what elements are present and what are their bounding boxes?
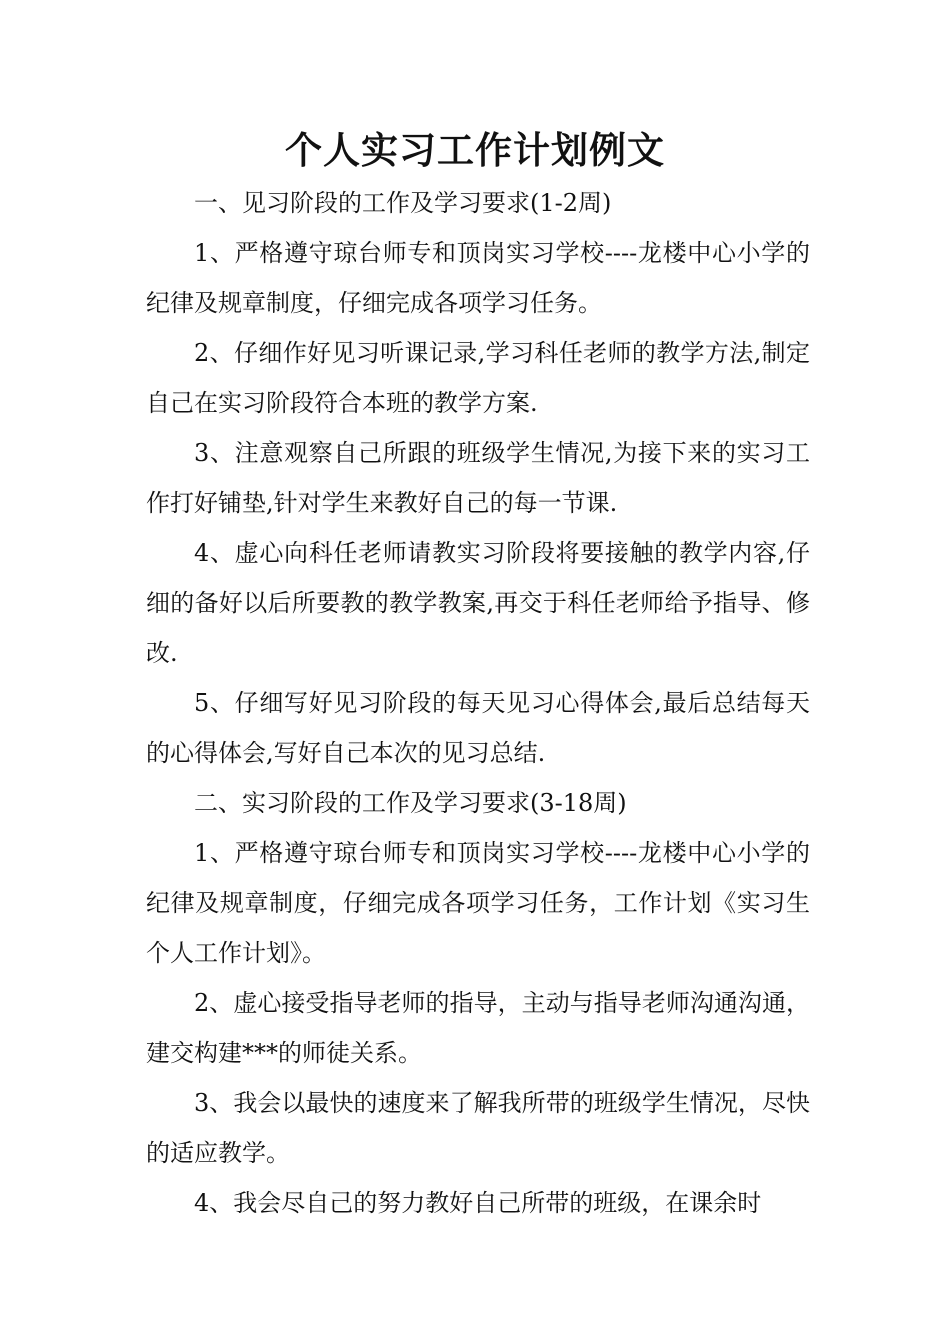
paragraph-1-5: 5、仔细写好见习阶段的每天见习心得体会,最后总结每天的心得体会,写好自己本次的见习总结. [146, 689, 810, 767]
paragraph-section-1-heading: 一、见习阶段的工作及学习要求(1-2周) [194, 189, 612, 217]
document-body [146, 178, 810, 1228]
paragraph-1-1: 1、严格遵守琼台师专和顶岗实习学校----龙楼中心小学的纪律及规章制度，仔细完成各项学习任务。 [146, 239, 810, 317]
paragraph-2-1: 1、严格遵守琼台师专和顶岗实习学校----龙楼中心小学的纪律及规章制度，仔细完成各项学习任务，工作计划《实习生个人工作计划》。 [146, 839, 810, 967]
paragraph-2-4: 4、我会尽自己的努力教好自己所带的班级，在课余时 [194, 1189, 762, 1217]
document-title: 个人实习工作计划例文 [285, 128, 665, 172]
paragraph-1-3: 3、注意观察自己所跟的班级学生情况,为接下来的实习工作打好铺垫,针对学生来教好自己的每一节课. [146, 439, 810, 517]
paragraph-2-3: 3、我会以最快的速度来了解我所带的班级学生情况，尽快的适应教学。 [146, 1089, 810, 1167]
paragraph-1-4: 4、虚心向科任老师请教实习阶段将要接触的教学内容,仔细的备好以后所要教的教学教案,再交于科任老师给予指导、修改. [146, 539, 810, 667]
paragraph-section-2-heading: 二、实习阶段的工作及学习要求(3-18周) [194, 789, 627, 817]
paragraph-2-2: 2、虚心接受指导老师的指导，主动与指导老师沟通沟通，建交构建***的师徒关系。 [146, 989, 810, 1067]
paragraph-1-2: 2、仔细作好见习听课记录,学习科任老师的教学方法,制定自己在实习阶段符合本班的教学方案. [146, 339, 810, 417]
